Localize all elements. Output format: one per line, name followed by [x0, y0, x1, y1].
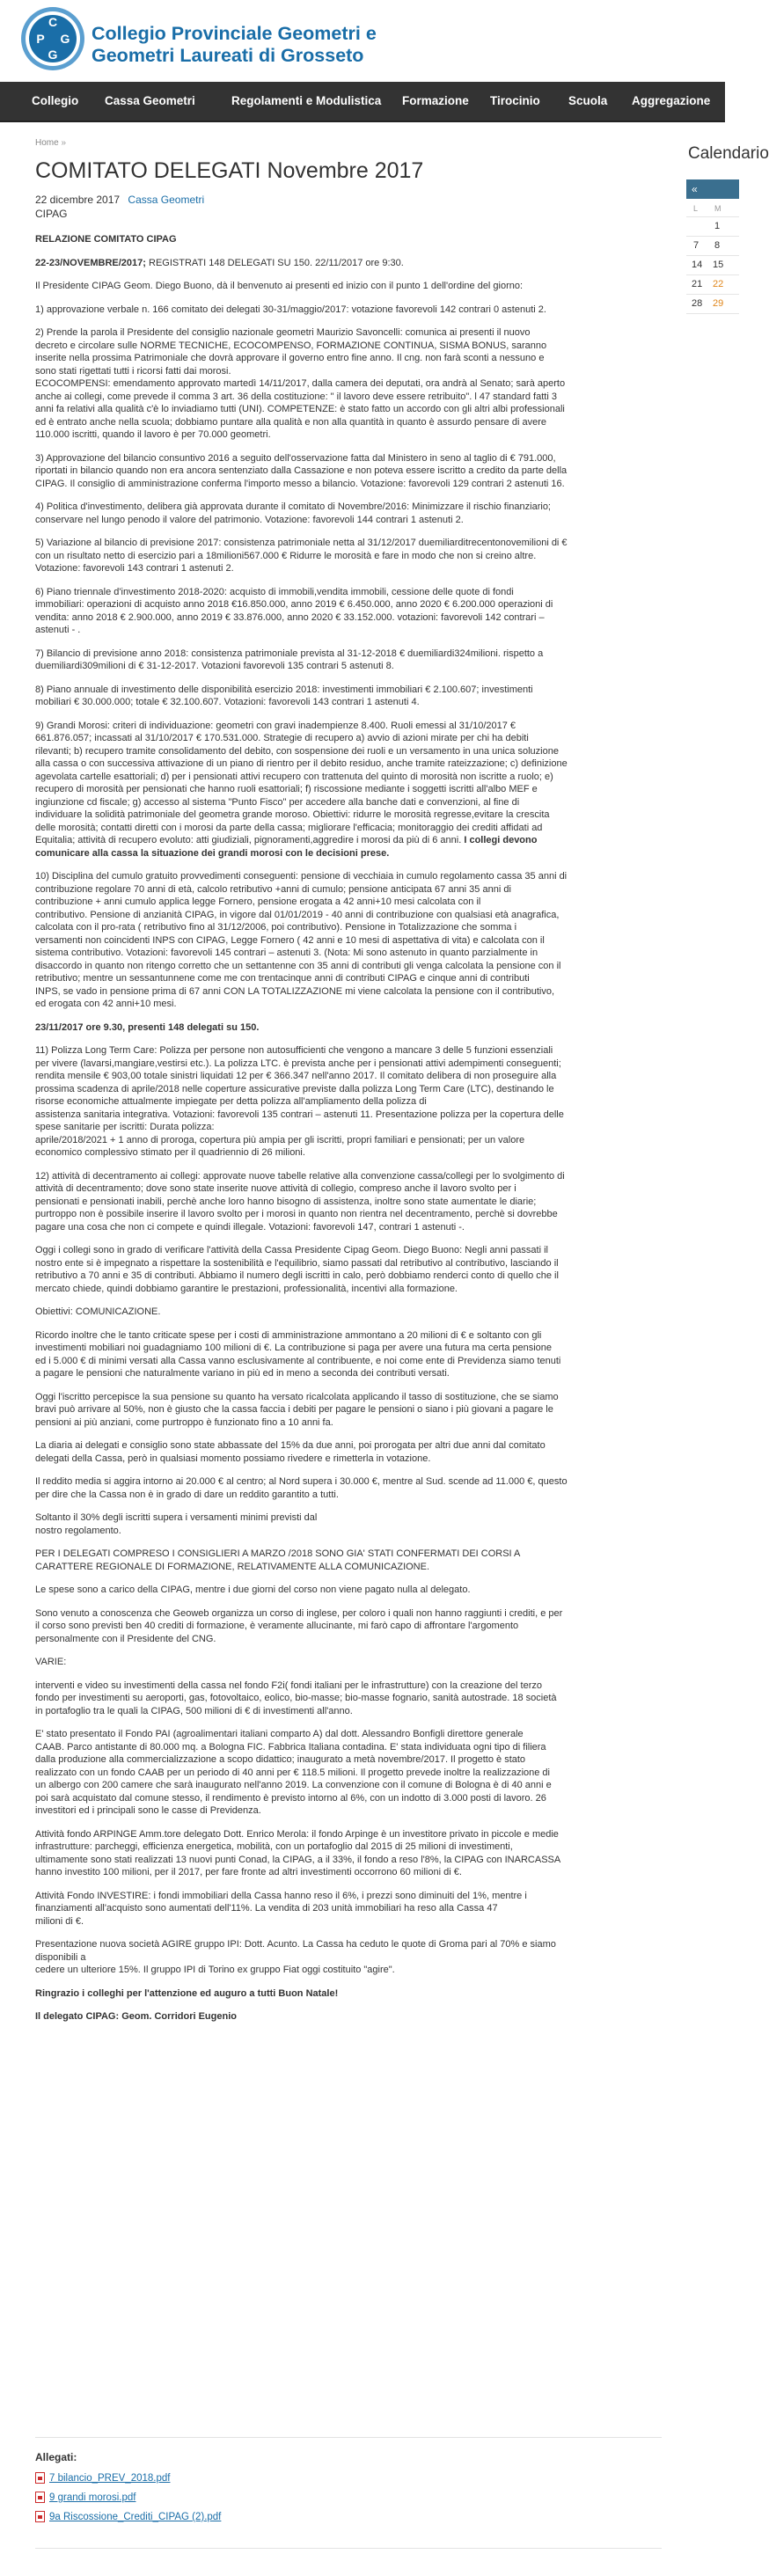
article-line: anche ai collegi, come prevede il comma 3 art. 36 della costituzione: " il lavoro deve essere retribuito". l 47 standard fatti 3	[35, 391, 557, 402]
article-line: ultimamente sono stati realizzati 13 nuovi punti Conad, la CIPAG, a il 33%, il fondo a reso l'8%, la CIPAG con INARCASSA	[35, 1854, 561, 1865]
site-title[interactable]	[92, 23, 377, 67]
logo-letter: P	[36, 32, 45, 46]
article-line: Equitalia; attività di recupero evoluto: atti giudiziali, pignoramenti,aggredire i morosi da più di 6 anni. I collegi devono	[35, 835, 538, 845]
article-line: Il reddito media si aggira intorno ai 20.000 € al centro; al Nord supera i 30.000 €, mentre al Sud. scende ad 11.000 €, questo	[35, 1476, 568, 1487]
article-line: contribuzione + anni cumulo applica legge Fornero, pensione erogata a 42 anni+10 mesi calcolata con il	[35, 896, 481, 907]
article-line: il corso sono previsti ben 40 crediti di formazione, è veramente allucinante, mi farò capo di affrontare l'argomento	[35, 1621, 519, 1631]
article-line: mercato chiede, quindi dobbiamo garantire le prestazioni, professionalità, incentivi alla formazione.	[35, 1283, 458, 1294]
article-line: hanno investito 100 milioni, per il 2017, per fare fronte ad altri investimenti occorrono 60 milioni di €.	[35, 1867, 462, 1877]
article-paragraph	[35, 1890, 662, 1928]
article-line: Attività Fondo INVESTIRE: i fondi immobiliari della Cassa hanno reso il 6%, i prezzi sono diminuiti del 1%, mentre i	[35, 1890, 527, 1901]
article-line: retributivo a 70 anni e 35 di contributi. Abbiamo il numero degli iscritti in calo, però dobbiamo renderci conto di quello che il	[35, 1270, 559, 1281]
post-author: CIPAG	[35, 208, 68, 220]
article-line: 9) Grandi Morosi: criteri di individuazione: geometri con gravi inadempienze 8.400. Ruoli emessi al 31/10/2017 €	[35, 720, 516, 731]
article-line: CAAB. Parco antistante di 80.000 mq. a Bologna FIC. Fabbrica Italiana contadina. E' stata individuata ogni tipo di filiera	[35, 1741, 546, 1753]
attachment-link-bilancio[interactable]: 7 bilancio_PREV_2018.pdf	[49, 2473, 171, 2484]
article-line: prossima scadenza di aprile/2018 nelle coperture assicurative previste dalla polizza Long Term Care (LTC), destinando le	[35, 1083, 554, 1094]
article-line: 11) Polizza Long Term Care: Polizza per persone non autosufficienti che vengono a mancare 3 delle 5 funzioni essenziali	[35, 1045, 553, 1056]
article-line: comunicare alla cassa la situazione dei grandi morosi con le decisioni prese.	[35, 847, 390, 859]
article-line: INPS, se vado in pensione prima di 67 anni CON LA TOTALIZZAZIONE mi viene calcolata la pensione con il contributivo,	[35, 985, 555, 997]
calendar-row-line	[686, 255, 739, 256]
article-paragraph	[35, 1170, 662, 1234]
nav-item-collegio[interactable]: Collegio	[32, 94, 79, 107]
sidebar-calendar	[686, 141, 769, 352]
calendar-day-link[interactable]: 29	[713, 298, 724, 309]
article-paragraph	[35, 648, 662, 673]
article-paragraph	[35, 720, 662, 860]
article-line: versamenti non coincidenti INPS con CIPAG, Legge Fornero ( 42 anni e 10 mesi di aspettativa di vita) e calcolata con il	[35, 934, 545, 946]
calendar-title: Calendario	[688, 144, 769, 163]
article-line: per vivere (lavarsi,mangiare,vestirsi etc.). La polizza LTC. è prevista anche per i pensionati attivi adempimenti conseguenti;	[35, 1057, 561, 1069]
article-paragraph	[35, 1511, 662, 1537]
article-line: La diaria ai delegati e consiglio sono state abbassate del 15% da due anni, poi prorogata per altri due anni dal comitato	[35, 1440, 546, 1451]
site-title-line1: Collegio Provinciale Geometri e	[92, 23, 377, 44]
article-line: un albergo con 200 camere che sarà inaugurato nell'anno 2019. La convenzione con il comune di Bologna è di 40 anni e	[35, 1780, 552, 1790]
article-line: economico complessivo stimato per il quadriennio di 26 milioni.	[35, 1147, 305, 1158]
article-paragraph	[35, 1021, 662, 1035]
calendar-day-link[interactable]: 22	[713, 279, 724, 289]
article-line: decreto e circolare sulle NORME TECNICHE, ECOCOMPENSO, FORMAZIONE CONTINUA, SISMA BONUS, saranno	[35, 340, 547, 351]
article-line: contribuzione regolare 70 anni di età, calcolo retributivo +anni di cumulo; pensione anticipata 67 anni 35 anni di	[35, 883, 511, 895]
article-paragraph	[35, 1548, 662, 1573]
article-line: Sono venuto a conoscenza che Geoweb organizza un corso di inglese, per coloro i quali non hanno raggiunti i crediti, e per	[35, 1607, 563, 1619]
pdf-file-icon	[35, 2492, 45, 2503]
article-paragraph	[35, 1828, 662, 1879]
article-paragraph	[35, 1680, 662, 1718]
article-line: finanziamenti all'acquisto sono aumentati dell'11%. La vendita di 203 unità immobiliari ha reso alla Cassa 47	[35, 1903, 498, 1914]
article-line: Le spese sono a carico della CIPAG, mentre i due giorni del corso non viene pagato nulla al delegato.	[35, 1584, 471, 1595]
attachment-row	[35, 2511, 475, 2530]
article-paragraph	[35, 257, 662, 270]
article-line: ed i 5.000 € di minimi versati alla Cassa vanno esclusivamente al contribuente, e noi come ente di Previdenza siamo tenuti	[35, 1355, 561, 1366]
article-line: vendita: anno 2018 € 2.900.000, anno 2019 € 33.876.000, anno 2020 € 33.152.000. votazioni: favorevoli 142 contrari –	[35, 611, 545, 623]
article-paragraph	[35, 1475, 662, 1501]
article-line: spese sanitarie per iscritti: Durata polizza:	[35, 1122, 215, 1132]
article-line: CIPAG. Il consiglio di amministrazione conferma l'importo messo a bilancio. Votazione: favorevoli 129 contrari 2 astenuti 16.	[35, 478, 565, 489]
article-line-lead: 22-23/NOVEMBRE/2017;	[35, 257, 146, 268]
article-line: pensionati e pensionati inabili, perchè anche loro hanno bisogno di assistenza, inoltre sono state aumentate le diarie;	[35, 1196, 537, 1207]
article-line: 5) Variazione al bilancio di previsione 2017: consistenza patrimoniale netta al 31/12/2017 duemiliarditrecentonovemilioni di €	[35, 538, 568, 548]
article-paragraph	[35, 1728, 662, 1818]
article-line: conservare nel lungo penodo il valore del patrimonio. Votazione: favorevoli 144 contrari 1 astenuti 2.	[35, 514, 464, 525]
attachments-title: Allegati:	[35, 2451, 77, 2463]
calendar-day: 15	[713, 260, 724, 270]
article-line: rilevanti; b) recupero tramite consolidamento del debito, con sospensione dei ruoli e un versamento in una unica soluzione	[35, 745, 559, 757]
article-line: 10) Disciplina del cumulo gratuito provvedimenti conseguenti: pensione di vecchiaia in cumulo regolamento cassa 35 anni di	[35, 871, 568, 882]
article-line: CARATTERE REGIONALE DI FORMAZIONE, RELATIVAMENTE ALLA COMUNICAZIONE.	[35, 1561, 430, 1572]
attachments-divider-bottom	[35, 2548, 662, 2549]
article-line: individuare la solidità patrimoniale del geometra grande moroso. Obiettivi: ridurre le morosità regresse,evitare la crescita	[35, 809, 550, 820]
article-line: ed erogata con 42 anni+10 mesi.	[35, 999, 177, 1009]
attachment-link-grandi-morosi[interactable]: 9 grandi morosi.pdf	[49, 2492, 136, 2503]
article-paragraph	[35, 1306, 662, 1319]
page-title: COMITATO DELEGATI Novembre 2017	[35, 158, 424, 183]
post-date: 22 dicembre 2017	[35, 194, 121, 206]
article-line: Soltanto il 30% degli iscritti supera i versamenti minimi previsti dal	[35, 1512, 318, 1523]
article-line: purtroppo non è possibile inserire il lavoro svolto per i morosi in quanto non rientra nel decentramento, perchè si dovrebbe	[35, 1209, 558, 1219]
article-line: a pagare le pensioni che naturalmente variano in più ed in meno a seconda dei contributi versati.	[35, 1368, 450, 1379]
article-paragraph	[35, 326, 662, 442]
article-line: E' stato presentato il Fondo PAI (agroalimentari italiani comparto A) dal dott. Alessandro Bonfigli direttore generale	[35, 1729, 524, 1739]
logo-letter: C	[48, 15, 58, 29]
article-line: ed è entrato anche nella scuola; dobbiamo puntare alla qualità e non alla quantità in quanto è assurdo pensare di avere	[35, 416, 546, 428]
nav-item-tirocinio[interactable]: Tirocinio	[490, 94, 540, 107]
article-line: Ringrazio i colleghi per l'attenzione ed auguro a tutti Buon Natale!	[35, 1987, 339, 1999]
article-line: investimenti mobiliari noi guadagniamo 100 milioni di €. La contribuzione si paga per avere una futura ma certa pensione	[35, 1343, 553, 1353]
article-paragraph	[35, 1656, 662, 1669]
calendar-header	[686, 179, 739, 199]
breadcrumb-home[interactable]: Home	[35, 138, 59, 148]
site-header	[0, 0, 725, 77]
article-paragraph	[35, 1044, 662, 1160]
calendar-day: 21	[692, 279, 703, 289]
article-line: 1) approvazione verbale n. 166 comitato dei delegati 30-31/maggio/2017: votazione favorevoli 142 contrari 0 astenuti 2.	[35, 304, 546, 315]
article-line: Presentazione nuova società AGIRE gruppo IPI: Dott. Acunto. La Cassa ha ceduto le quote di Groma pari al 70% e siamo	[35, 1939, 556, 1950]
article-line: nostro ente si è impegnato a rispettare la sostenibilità e l'equilibrio, siamo passati dal retributivo al contributivo, lasciando il	[35, 1257, 559, 1269]
article-line: agevolata cartelle esattoriali; d) per i pensionati attivi recupero con trattenuta del quinto di morosità non iscritte a ruolo; e)	[35, 771, 553, 782]
article-line: nostro regolamento.	[35, 1525, 121, 1536]
article-line: interventi e video su investimenti della cassa nel fondo F2i( fondi italiani per le infrastrutture) con la creazione del terzo	[35, 1680, 542, 1691]
nav-item-regolamenti[interactable]: Regolamenti e Modulistica	[231, 94, 382, 107]
article-line: ECOCOMPENSI: emendamento approvato martedì 14/11/2017, dalla camera dei deputati, ora andrà al Senato; sarà aperto	[35, 378, 566, 389]
article-line: attività di decentramento; dove sono state inserite nuove attività di collegio, compreso anche il lavoro svolto per i	[35, 1183, 516, 1194]
calendar-row-line	[686, 274, 739, 275]
article-paragraph	[35, 1584, 662, 1597]
article-line: Obiettivi: COMUNICAZIONE.	[35, 1306, 161, 1317]
article-paragraph	[35, 501, 662, 526]
article-line: anni fa relativi alla qualità c'è lo inviadiamo tutti (UNI). COMPETENZE: è stato fatto un accordo con gli altri albi professionali	[35, 404, 565, 414]
article-paragraph	[35, 1607, 662, 1646]
main-navigation	[0, 82, 725, 122]
article-line: riportati in bilancio quando non era ancora sentenziato dalla Cassazione e non poteva essere iscritto a credito da parte della	[35, 465, 568, 476]
article-line: 110.000 iscritti, quando il lavoro è per 70.000 geometri.	[35, 429, 271, 440]
article-line: 2) Prende la parola il Presidente del consiglio nazionale geometri Maurizio Savoncelli: comunica ai presenti il nuovo	[35, 327, 531, 338]
article-line: pensioni ai più anziani, come purtroppo è funzionato fino a 10 anni fa.	[35, 1416, 333, 1428]
article-line: delle morosità; contatti diretti con i morosi da parte della cassa; migliorare l'efficacia; monitoraggio dei crediti affidati ad	[35, 822, 543, 833]
article-paragraph	[35, 1391, 662, 1430]
calendar-day: 14	[692, 260, 703, 270]
nav-item-cassa-geometri[interactable]: Cassa Geometri	[105, 94, 195, 107]
logo-letter: G	[60, 32, 70, 46]
article-line: 12) attività di decentramento ai collegi: approvate nuove tabelle relative alla convenzione cassa/collegi per lo svolgimento di	[35, 1170, 565, 1182]
pdf-file-icon	[35, 2472, 45, 2484]
article-line: fondo per investimenti su aeroporti, gas, fotovoltaico, eolico, bio-masse; bio-masse fognario, sanità autostrade. 18 società	[35, 1693, 557, 1703]
calendar-weekday: L	[693, 204, 699, 213]
calendar-row-line	[686, 236, 739, 237]
article-line: con un risultato netto di esercizio pari a 18milioni567.000 € Ridurre le morosità e fare in modo che non si creino altre.	[35, 550, 537, 561]
nav-item-scuola[interactable]: Scuola	[568, 94, 608, 107]
article-line: Il Presidente CIPAG Geom. Diego Buono, dà il benvenuto ai presenti ed inizio con il punto 1 dell'ordine del giorno:	[35, 281, 524, 291]
breadcrumb	[35, 138, 66, 148]
article-line: mobiliari € 30.000.000; totale € 32.100.607. Votazioni: favorevoli 143 contrari 1 astenuti 4.	[35, 697, 420, 707]
article-line: aprile/2018/2021 + 1 anno di proroga, copertura più ampia per gli iscritti, propri familiari e pensionati; per un valore	[35, 1134, 525, 1145]
article-line: Il delegato CIPAG: Geom. Corridori Eugenio	[35, 2011, 237, 2022]
article-line: inserite nella prossima Patrimoniale che dovrà approvare il governo entro fine anno. Il cng. non farà sconti a nessuno e	[35, 353, 545, 363]
calendar-row-line	[686, 313, 739, 314]
attachment-link-riscossione[interactable]: 9a Riscossione_Crediti_CIPAG (2).pdf	[49, 2512, 222, 2522]
article-paragraph	[35, 586, 662, 637]
article-paragraph	[35, 684, 662, 709]
article-line: astenuti - .	[35, 625, 81, 635]
article-line: 8) Piano annuale di investimento delle disponibilità esercizio 2018: investimenti immobiliari € 2.100.607; investimenti	[35, 684, 533, 695]
article-paragraph	[35, 537, 662, 575]
article-paragraph	[35, 452, 662, 491]
calendar-row-line	[686, 294, 739, 295]
article-line: sistema contributivo. Votazioni: favorevoli 145 contrari – astenuti 3. (Nota: Mi sono astenuto in quanto parzialmente in	[35, 948, 538, 958]
calendar-day: 28	[692, 298, 703, 309]
article-line: in portafoglio tra le quali la CIPAG, 500 milioni di € di investimenti all'anno.	[35, 1705, 353, 1716]
article-line: cedere un ulteriore 15%. Il gruppo IPI di Torino ex gruppo Fiat oggi costituito "agire".	[35, 1965, 395, 1975]
calendar-day: 8	[714, 240, 721, 251]
article-line: retributivo; mentre un sessantunnene come me con trentacinque anni di contributi CIPAG e cinque anni di contributi	[35, 973, 530, 984]
article-line: bravi può arrivare al 50%, non è giusto che la cassa faccia i debiti per pagare le pensioni o siano i più giovani a pagare le	[35, 1404, 553, 1415]
article-line: 23/11/2017 ore 9.30, presenti 148 delegati su 150.	[35, 1021, 260, 1033]
attachment-row	[35, 2492, 475, 2511]
article-line: Oggi i collegi sono in grado di verificare l'attività della Cassa Presidente Cipag Geom. Diego Buono: Negli anni passati il	[35, 1245, 548, 1255]
article-body	[35, 233, 662, 2034]
article-paragraph	[35, 280, 662, 293]
calendar-day: 7	[693, 240, 699, 251]
article-line: per dire che la Cassa non è in grado di dare un reddito garantito a tutti.	[35, 1489, 339, 1500]
article-line: poi sarà acquistato dal comune stesso, il rendimento è previsto intorno al 6%, con un indotto di 3.000 posti di lavoro. 26	[35, 1792, 546, 1804]
article-line: recupero di morosità per pensionati che hanno ruoli esattoriali; f) riscossione mediante i soggetti iscritti all'albo MEF e	[35, 784, 538, 794]
article-line: VARIE:	[35, 1657, 67, 1667]
article-line: ingiunzione cd fiscale; g) accesso al sistema "Punto Fisco" per accedere alla banche dati e convenzioni, al fine di	[35, 796, 520, 808]
calendar-row-line	[686, 216, 739, 217]
article-paragraph	[35, 233, 662, 246]
article-line: 4) Politica d'investimento, delibera già approvata durante il comitato di Novembre/2016: Minimizzare il rischio finanziario;	[35, 501, 551, 512]
pdf-file-icon	[35, 2511, 45, 2522]
article-line: risorse economiche attualmente impiegate per detta polizza all'ampliamento della polizza di	[35, 1096, 427, 1107]
article-line: 7) Bilancio di previsione anno 2018: consistenza patrimoniale prevista al 31-12-2018 € duemiliardi324milioni. rispetto a	[35, 648, 544, 659]
article-line: pagare una cosa che non ci compete e quindi illegale. Votazioni: favorevoli 147, contrari 1 astenuti -.	[35, 1221, 465, 1233]
article-line: Votazione: favorevoli 143 contrari 1 astenuti 2.	[35, 563, 234, 574]
article-line: infrastrutture: parcheggi, efficienza energetica, mobilità, con un portafoglio dal 2015 di 25 milioni di investimenti,	[35, 1841, 513, 1852]
article-line: dalla produzione alla commercializzazione a scopo didattico; inaugurato a metà novembre/2017. Il progetto è stato	[35, 1754, 526, 1765]
attachments-divider-top	[35, 2437, 662, 2438]
article-line: investitori ed i principali sono le casse di Previdenza.	[35, 1805, 261, 1816]
site-title-line2: Geometri Laureati di Grosseto	[92, 45, 364, 66]
logo-letter: G	[48, 48, 58, 62]
calendar-prev-month-button[interactable]: «	[692, 183, 698, 195]
article-line: contributivo. Pensione di anzianità CIPAG, in vigore dal 01/01/2019 - 40 anni di contribuzione con qualsiasi età anagrafica,	[35, 909, 560, 920]
article-line: immobiliari: operazioni di acquisto anno 2018 €16.850.000, anno 2019 € 6.450.000, anno 2020 € 6.200.000 operazioni di	[35, 599, 553, 610]
article-line: Ricordo inoltre che le tanto criticate spese per i costi di amministrazione ammontano a 20 milioni di € e soltanto con gli	[35, 1329, 542, 1341]
article-line: 6) Piano triennale d'investimento 2018-2020: acquisto di immobili,vendita immobili, cessione delle quote di fondi	[35, 586, 514, 597]
article-paragraph	[35, 1938, 662, 1977]
article-paragraph	[35, 1987, 662, 2001]
article-line: Attività fondo ARPINGE Amm.tore delegato Dott. Enrico Merola: il fondo Arpinge è un investitore privato in piccole e medie	[35, 1828, 559, 1840]
article-paragraph	[35, 1329, 662, 1380]
breadcrumb-separator: »	[61, 138, 67, 148]
article-paragraph	[35, 1439, 662, 1465]
article-paragraph	[35, 1244, 662, 1295]
post-category-link[interactable]: Cassa Geometri	[128, 194, 205, 206]
article-line: 661.876.057; incassati al 31/10/2017 € 170.531.000. Strategie di recupero a) avvio di azioni mirate per chi ha debiti	[35, 733, 529, 743]
article-line: personalmente con il Presidente del CNG.	[35, 1633, 216, 1644]
article-line: assistenza sanitaria integrativa. Votazioni: favorevoli 135 contrari – astenuti 11. Presentazione polizza per la copertura delle	[35, 1109, 564, 1120]
article-line: disaccordo in quanto non ritengo corretto che un settantenne con 35 anni di contributi gli venga calcolata la pensione con il	[35, 960, 561, 971]
article-line: 3) Approvazione del bilancio consuntivo 2016 a seguito dell'osservazione fatta dal Ministero in seno al taglio di € 791.000,	[35, 452, 556, 464]
nav-item-aggregazione[interactable]: Aggregazione	[632, 94, 711, 107]
article-line: rendita mensile € 903,00 totale sinistri liquidati 12 per € 366.347 nell'anno 2017. Il comitato delibera di non proseguire alla	[35, 1071, 557, 1081]
article-line: Oggi l'iscritto percepisce la sua pensione su quanto ha versato ricalcolata applicando il tasso di sostituzione, che se siamo	[35, 1391, 559, 1402]
calendar-weekday: M	[714, 204, 721, 213]
article-line-bold: I collegi devono	[464, 835, 538, 845]
post-meta	[35, 194, 204, 206]
attachment-row	[35, 2472, 475, 2492]
article-line: RELAZIONE COMITATO CIPAG	[35, 234, 177, 245]
article-line: milioni di €.	[35, 1915, 84, 1927]
collegio-logo[interactable]	[19, 5, 86, 72]
article-line: delegati della Cassa, però in qualsiasi momento possiamo rivedere e rimetterla in votazione.	[35, 1453, 431, 1464]
article-line: alla cassa o con successiva attivazione di un piano di rientro per il debito residuo, anche tramite rateizzazione; c) definizione	[35, 758, 568, 769]
nav-item-formazione[interactable]: Formazione	[402, 94, 469, 107]
article-line: 22-23/NOVEMBRE/2017; REGISTRATI 148 DELEGATI SU 150. 22/11/2017 ore 9:30.	[35, 257, 404, 268]
article-line: sono stati rigettati tutti i ricorsi fatti dai morosi.	[35, 365, 231, 377]
article-line: PER I DELEGATI COMPRESO I CONSIGLIERI A MARZO /2018 SONO GIA' STATI CONFERMATI DEI CORSI A	[35, 1548, 521, 1559]
article-line: duemiliardi309milioni di € 31-12-2017. Votazioni favorevoli 135 contrari 5 astenuti 8.	[35, 661, 394, 671]
calendar-day: 1	[714, 221, 721, 231]
article-paragraph	[35, 304, 662, 317]
article-line: disponibili a	[35, 1951, 86, 1963]
attachments-section	[35, 2451, 475, 2530]
article-line: realizzato con un fondo CAAB per un periodo di 40 anni per € 118.5 milioni. Il progetto prevede inoltre la realizzazione di	[35, 1767, 550, 1778]
article-paragraph	[35, 870, 662, 1011]
article-line: calcolata con il pro-rata ( retributivo fino al 31/12/2006, poi contributivo). Pensione in Totalizzazione che somma i	[35, 922, 517, 933]
article-paragraph	[35, 2010, 662, 2023]
